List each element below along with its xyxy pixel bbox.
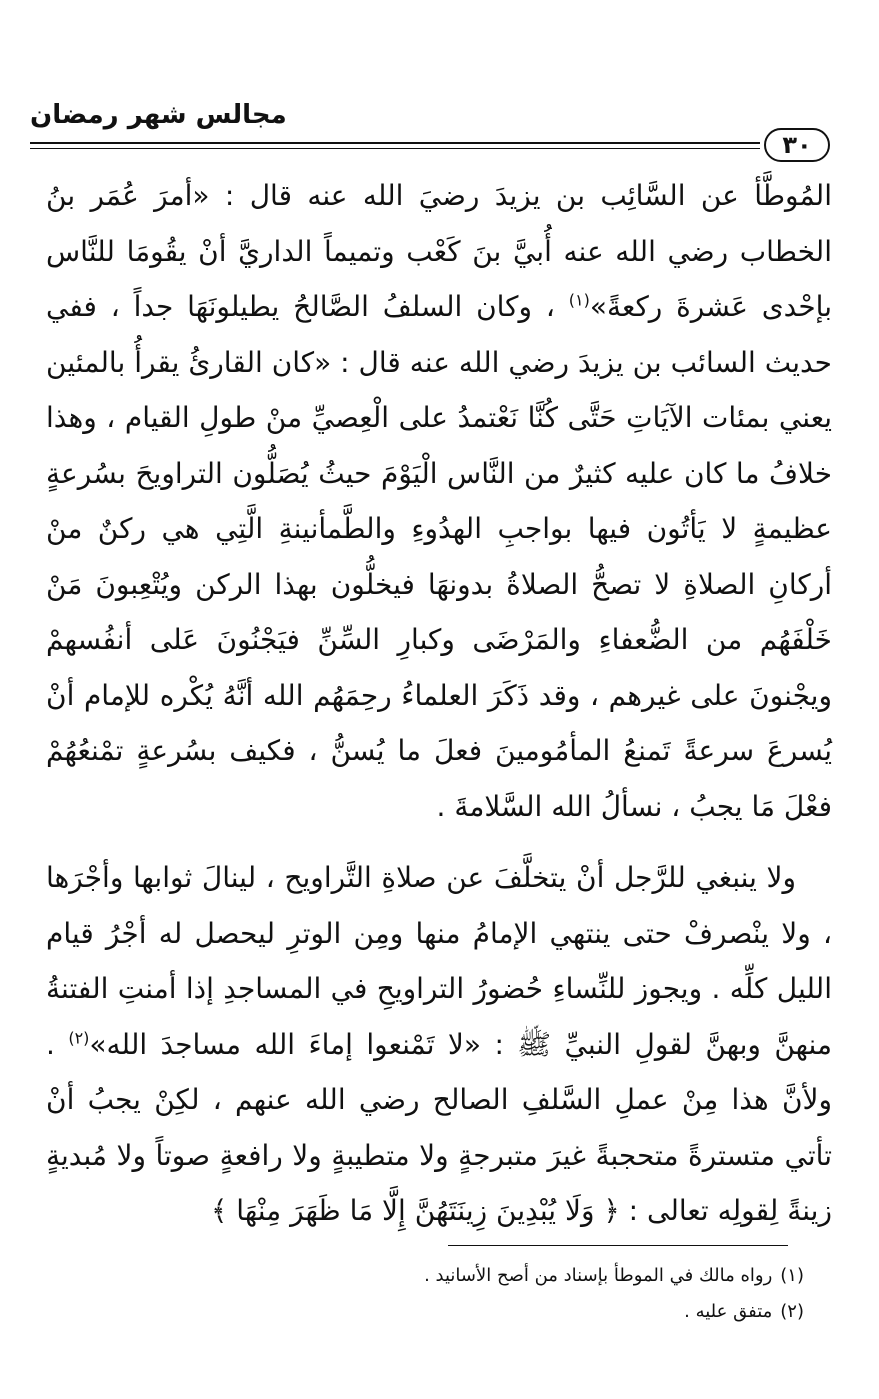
paragraph-1 (46, 168, 832, 834)
footnote-2-number: (٢) (780, 1301, 804, 1322)
paragraph-1-part-2: ، وكان السلفُ الصَّالحُ يطيلونَهَا جداً ، ففي حديث السائب بن يزيدَ رضي الله عنه قال : «كان القارئُ يقرأُ بالمئين يعني بمئات الآيَاتِ حَتَّى كُنَّا نَعْتمدُ على الْعِصيِّ منْ طولِ القيام ، وهذا خلافُ ما كان عليه كثيرٌ من النَّاس الْيَوْمَ حيثُ يُصَلُّون التراويحَ بسُرعةٍ عظيمةٍ لا يَأتُون فيها بواجبِ الهدُوءِ والطَّمأنينةِ الَّتِي هي ركنٌ منْ أركانِ الصلاةِ لا تصحُّ الصلاةُ بدونهَا فيخلُّون بهذا الركن ويُتْعِبونَ مَنْ خَلْفَهُم من الضُّعفاءِ والمَرْضَى وكبارِ السِّنِّ فيَجْنُونَ عَلى أنفُسهمْ ويجْنونَ على غيرهم ، وقد ذَكَرَ العلماءُ رحِمَهُم الله أنَّهُ يُكْره للإمام أنْ يُسرعَ سرعةً تَمنعُ المأمُومينَ فعلَ ما يُسنُّ ، فكيف بسُرعةٍ تمْنعُهُمْ فعْلَ مَا يجبُ ، نسألُ الله السَّلامةَ . (46, 290, 832, 823)
page-header (30, 100, 830, 160)
paragraph-2 (46, 850, 832, 1239)
footnote-divider (448, 1245, 788, 1246)
footnote-2 (300, 1294, 804, 1330)
footnote-2-text: متفق عليه . (684, 1301, 773, 1322)
running-title: مجالس شهر رمضان (30, 100, 287, 130)
page-number: ٣٠ (764, 128, 830, 162)
header-rule-thin (30, 148, 760, 149)
body-text (46, 168, 832, 1239)
footnote-ref-2: (٢) (68, 1028, 90, 1048)
footnote-1-number: (١) (780, 1265, 804, 1286)
footnotes (300, 1258, 804, 1330)
paragraph-2-part-2: . ولأنَّ هذا مِنْ عملِ السَّلفِ الصالح رضي الله عنهم ، لكِنْ يجبُ أنْ تأتي متسترةً متحجبةً غيرَ متبرجةٍ ولا متطيبةٍ ولا رافعةٍ صوتاً ولا مُبديةٍ زينةً لِقولِه تعالى : ﴿ وَلَا يُبْدِينَ زِينَتَهُنَّ إِلَّا مَا ظَهَرَ مِنْهَا ﴾ (46, 1027, 832, 1227)
footnote-ref-1: (١) (568, 290, 590, 310)
paragraph-2-part-1: ولا ينبغي للرَّجل أنْ يتخلَّفَ عن صلاةِ التَّراويح ، لينالَ ثوابها وأجْرَها ، ولا ينْصرفْ حتى ينتهي الإمامُ منها ومِن الوترِ ليحصل له أجْرُ قيام الليل كلِّه . ويجوز للنِّساءِ حُضورُ التراويحِ في المساجدِ إذا أمنتِ الفتنةُ منهنَّ وبهنَّ لقولِ النبيِّ ﷺ : «لا تَمْنعوا إماءَ الله مساجدَ الله» (46, 861, 832, 1061)
footnote-1 (300, 1258, 804, 1294)
header-rule-thick (30, 142, 760, 144)
paragraph-1-part-1: المُوطَّأ عن السَّائِب بن يزيدَ رضيَ الله عنه قال : «أمرَ عُمَر بنُ الخطاب رضي الله عنه أُبيَّ بنَ كَعْب وتميماً الداريَّ أنْ يقُومَا للنَّاس بإحْدى عَشرةَ ركعةً» (46, 179, 833, 323)
footnote-1-text: رواه مالك في الموطأ بإسناد من أصح الأسانيد . (424, 1265, 773, 1286)
